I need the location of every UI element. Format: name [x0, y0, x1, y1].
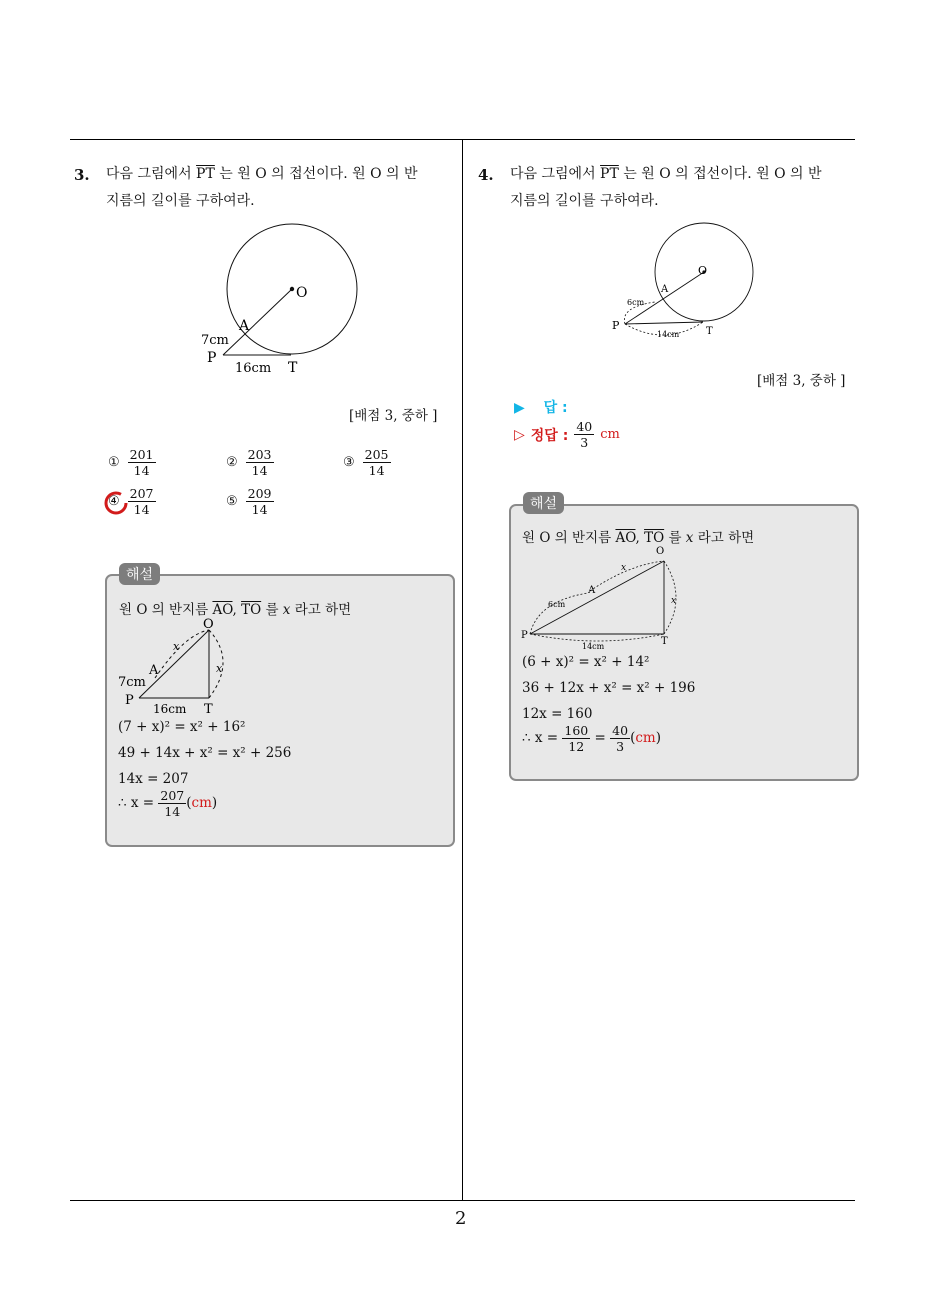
q3-label-pt: 16cm	[235, 361, 272, 376]
svg-text:A: A	[588, 585, 596, 596]
svg-text:14cm: 14cm	[582, 642, 605, 651]
svg-text:x: x	[173, 640, 180, 653]
q3-eq3: 14x = 207	[118, 771, 189, 787]
q3-score: [배점 3, 중하 ]	[349, 408, 438, 424]
svg-text:O: O	[656, 546, 665, 557]
q4-score: [배점 3, 중하 ]	[757, 373, 846, 389]
svg-text:P: P	[521, 630, 528, 641]
q3-choice-3-frac: $\frac{205}{14}$	[364, 447, 389, 478]
q3-text-1b: 는 원 O 의 접선이다. 원 O 의 반	[214, 166, 418, 182]
q3-seg-ao: $\overline{AO}$	[212, 602, 233, 618]
svg-text:x: x	[621, 563, 627, 573]
correct-arrow-icon: ▷	[514, 426, 525, 443]
svg-text:T: T	[204, 702, 213, 716]
q4-number: 4.	[478, 166, 494, 184]
q4-seg-pt: $\overline{PT}$	[600, 166, 619, 182]
q4-seg-ao: $\overline{AO}$	[615, 530, 636, 546]
q4-correct-row	[514, 419, 620, 450]
q4-solution-figure	[518, 543, 688, 651]
q4-correct-label: 정답 :	[530, 427, 569, 444]
q3-eq1: (7 + x)² = x² + 16²	[118, 719, 246, 735]
q3-number: 3.	[74, 166, 90, 184]
q4-text-1: 다음 그림에서	[510, 166, 601, 182]
q3-label-t: T	[288, 360, 298, 376]
q3-solution-tag: 해설	[119, 563, 160, 585]
answer-arrow-icon: ▶	[514, 400, 525, 416]
q3-text-2: 지름의 길이를 구하여라.	[106, 193, 255, 209]
column-divider	[462, 139, 463, 1201]
svg-text:T: T	[661, 636, 668, 647]
q3-choice-2[interactable]	[226, 447, 274, 478]
svg-text:O: O	[698, 264, 708, 277]
q4-text-1b: 는 원 O 의 접선이다. 원 O 의 반	[618, 166, 822, 182]
q4-eq3: 12x = 160	[522, 706, 593, 722]
q3-choice-1-frac: $\frac{201}{14}$	[129, 447, 154, 478]
q3-eq2: 49 + 14x + x² = x² + 256	[118, 745, 292, 761]
q3-figure	[195, 220, 375, 380]
q3-choice-1-mark: ①	[108, 455, 120, 470]
svg-text:A: A	[661, 284, 669, 295]
q3-seg-to: $\overline{TO}$	[241, 602, 262, 618]
svg-text:6cm: 6cm	[548, 600, 566, 609]
page-number: 2	[455, 1208, 467, 1229]
q3-label-p: P	[207, 350, 217, 366]
q3-solution-figure	[115, 616, 245, 716]
q3-choice-3-mark: ③	[343, 455, 355, 470]
svg-text:7cm: 7cm	[118, 675, 146, 690]
selected-answer-mark-icon	[103, 490, 129, 516]
q3-choice-4-mark: ④	[108, 494, 120, 509]
bottom-rule	[70, 1200, 855, 1201]
q4-text-2: 지름의 길이를 구하여라.	[510, 193, 659, 209]
q3-choice-1[interactable]	[108, 447, 156, 478]
svg-text:x: x	[216, 662, 223, 675]
q3-choice-5[interactable]	[226, 486, 274, 517]
svg-text:16cm: 16cm	[153, 702, 187, 716]
svg-text:O: O	[203, 617, 214, 632]
svg-text:T: T	[706, 326, 713, 337]
q3-choice-4-frac: $\frac{207}{14}$	[129, 486, 154, 517]
q4-answer-label: 답 :	[543, 400, 568, 416]
q3-label-o: O	[296, 285, 308, 301]
q4-seg-to: $\overline{TO}$	[644, 530, 665, 546]
q4-solution-intro: 원 O 의 반지름 $\overline{AO}$, $\overline{TO}$ 를 x 라고 하면	[522, 530, 755, 546]
q3-text-1: 다음 그림에서	[106, 166, 197, 182]
q3-choice-2-frac: $\frac{203}{14}$	[247, 447, 272, 478]
q3-choice-3[interactable]	[343, 447, 391, 478]
svg-text:A: A	[149, 663, 159, 678]
q3-solution-intro: 원 O 의 반지름 $\overline{AO}$, $\overline{TO}$ 를 x 라고 하면	[119, 602, 352, 618]
svg-text:P: P	[612, 319, 620, 332]
svg-text:14cm: 14cm	[657, 330, 680, 339]
q4-eq2: 36 + 12x + x² = x² + 196	[522, 680, 696, 696]
q3-label-a: A	[239, 318, 250, 334]
q4-correct-unit: cm	[600, 427, 620, 442]
q4-eq1: (6 + x)² = x² + 14²	[522, 654, 650, 670]
q3-label-pa: 7cm	[201, 333, 229, 348]
q3-seg-pt: $\overline{PT}$	[196, 166, 215, 182]
q4-solution-tag: 해설	[523, 492, 564, 514]
q4-text	[510, 161, 860, 215]
q3-line-po	[223, 289, 292, 355]
svg-text:P: P	[125, 693, 134, 708]
svg-text:x: x	[671, 596, 677, 606]
q4-answer-row	[514, 397, 568, 417]
svg-text:6cm: 6cm	[627, 298, 645, 307]
q3-choice-2-mark: ②	[226, 455, 238, 470]
q3-center-dot	[290, 287, 294, 291]
q4-figure	[605, 222, 765, 344]
q4-eq4: ∴ x = $\frac{160}{12}$ = $\frac{40}{3}$ (cm)	[522, 723, 661, 754]
q3-eq4: ∴ x = $\frac{207}{14}$ (cm)	[118, 788, 218, 819]
q3-choice-5-mark: ⑤	[226, 494, 238, 509]
q3-choice-5-frac: $\frac{209}{14}$	[247, 486, 272, 517]
q3-text	[106, 161, 456, 215]
q4-correct-frac: $\frac{40}{3}$	[576, 419, 593, 450]
